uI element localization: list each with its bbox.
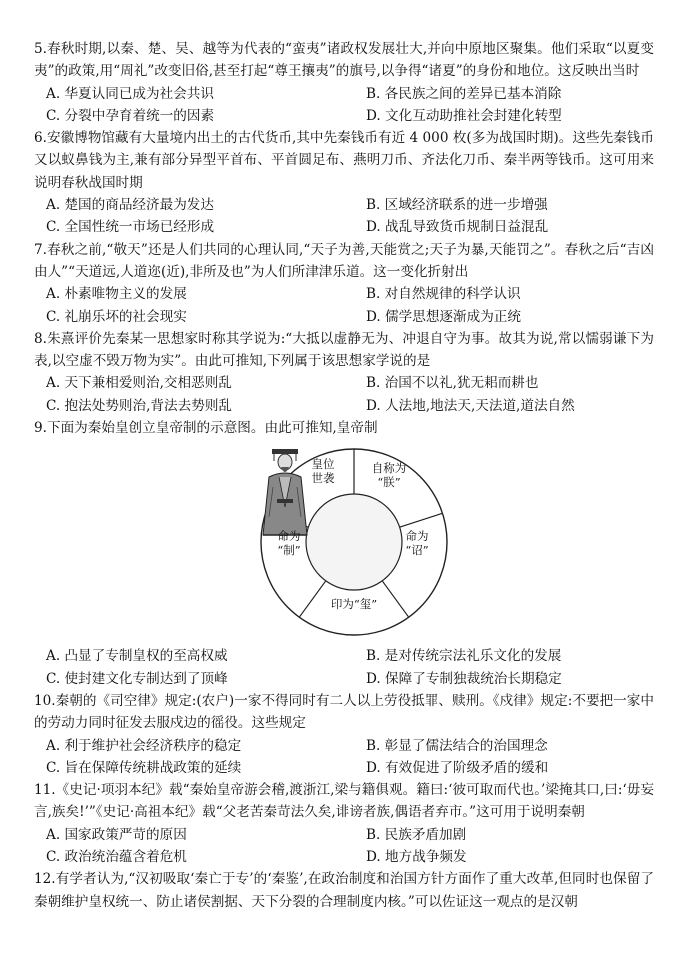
option-a: A. 利于维护社会经济秩序的稳定 <box>46 737 242 754</box>
question-stem: 11.《史记·项羽本纪》载“秦始皇帝游会稽,渡浙江,梁与籍俱观。籍曰:‘彼可取而代也。’梁掩其口,曰:‘毋妄言,族矣!’”《史记·高祖本纪》载“父老苦秦苛法久矣,诽谤者族,偶语者弃市。”这可用于说明秦朝 <box>34 782 654 821</box>
options <box>46 824 654 869</box>
question-stem: 7.春秋之前,“敬天”还是人们共同的心理认同,“天子为善,天能赏之;天子为暴,天能罚之”。春秋之后“吉凶由人”“天道远,人道迩(近),非所及也”为人们所津津乐道。这一变化折射出 <box>34 241 654 280</box>
option-b: B. 治国不以礼,犹无耜而耕也 <box>366 375 539 392</box>
option-c: C. 分裂中孕育着统一的因素 <box>46 107 215 124</box>
question-stem: 9.下面为秦始皇创立皇帝制的示意图。由此可推知,皇帝制 <box>34 420 378 437</box>
label-top-left: 皇位 世袭 <box>311 457 335 486</box>
diagram-label-hereditary <box>303 457 343 485</box>
option-b: B. 彰显了儒法结合的治国理念 <box>366 737 548 754</box>
question-12 <box>34 868 654 913</box>
options <box>46 372 654 417</box>
question-7 <box>34 239 654 328</box>
question-8 <box>34 328 654 417</box>
question-stem: 8.朱熹评价先秦某一思想家时称其学说为:“大抵以虚静无为、冲退自守为事。故其为说,常以懦弱谦下为表,以空虚不毁万物为实”。由此可推知,下列属于该思想家学说的是 <box>34 330 654 370</box>
option-d: D. 儒学思想逐渐成为正统 <box>366 308 521 325</box>
option-a: A. 国家政策严苛的原因 <box>46 826 187 843</box>
options <box>46 283 654 328</box>
option-a: A. 朴素唯物主义的发展 <box>46 286 187 303</box>
option-d: D. 地方战争频发 <box>366 849 467 866</box>
exam-page <box>34 38 654 913</box>
question-5 <box>34 38 654 127</box>
option-d: D. 战乱导致货币规制日益混乱 <box>366 219 549 236</box>
option-a: A. 天下兼相爱则治,交相恶则乱 <box>46 375 232 392</box>
options <box>46 194 654 239</box>
option-b: B. 是对传统宗法礼乐文化的发展 <box>366 648 562 665</box>
label-left: 命为 “制” <box>277 529 301 558</box>
diagram-label-decree <box>269 529 309 557</box>
option-c: C. 旨在保障传统耕战政策的延续 <box>46 759 242 776</box>
question-9 <box>34 417 654 690</box>
question-stem: 6.安徽博物馆藏有大量境内出土的古代货币,其中先秦钱币有近 4 000 枚(多为战国时期)。这些先秦钱币又以蚁鼻钱为主,兼有部分异型平首布、平首圆足布、燕明刀币、齐法化刀币、秦半两等钱币。这可用来说明春秋战国时期 <box>34 130 654 191</box>
option-a: A. 楚国的商品经济最为发达 <box>46 197 214 214</box>
options <box>46 735 654 780</box>
options <box>46 645 654 690</box>
question-6 <box>34 127 654 238</box>
option-c: C. 抱法处势则治,背法去势则乱 <box>46 397 233 414</box>
diagram-label-seal <box>319 597 389 611</box>
option-b: B. 区域经济联系的进一步增强 <box>366 197 548 214</box>
option-c: C. 使封建文化专制达到了顶峰 <box>46 670 228 687</box>
option-c: C. 礼崩乐坏的社会现实 <box>46 308 187 325</box>
question-stem: 10.秦朝的《司空律》规定:(农户)一家不得同时有二人以上劳役抵罪、赎刑。《戍律》规定:不要把一家中的劳动力同时征发去服戍边的徭役。这些规定 <box>34 692 654 732</box>
options <box>46 83 654 128</box>
question-stem: 5.春秋时期,以秦、楚、吴、越等为代表的“蛮夷”诸政权发展壮大,并向中原地区聚集。他们采取“以夏变夷”的政策,用“周礼”改变旧俗,甚至打起“尊王攘夷”的旗号,以争得“诸夏”的身份和地位。这反映出当时 <box>34 41 654 80</box>
option-b: B. 民族矛盾加剧 <box>366 826 467 843</box>
diagram-label-self-title <box>369 461 409 489</box>
option-d: D. 人法地,地法天,天法道,道法自然 <box>366 397 575 414</box>
option-d: D. 有效促进了阶级矛盾的缓和 <box>366 759 549 776</box>
option-b: B. 各民族之间的差异已基本消除 <box>366 85 562 102</box>
option-a: A. 凸显了专制皇权的至高权威 <box>46 648 228 665</box>
emperor-system-diagram <box>259 447 449 637</box>
label-top-right: 自称为 “朕” <box>371 461 407 490</box>
option-b: B. 对自然规律的科学认识 <box>366 286 521 303</box>
option-d: D. 保障了专制独裁统治长期稳定 <box>366 670 562 687</box>
question-11 <box>34 779 654 868</box>
option-a: A. 华夏认同已成为社会共识 <box>46 85 214 102</box>
option-c: C. 政治统治蕴含着危机 <box>46 849 187 866</box>
diagram-label-edict <box>397 529 437 557</box>
question-stem: 12.有学者认为,“汉初吸取‘秦亡于专’的‘秦鉴’,在政治制度和治国方针方面作了重大改革,但同时也保留了秦朝维护皇权统一、防止诸侯割据、天下分裂的合理制度内核。”可以佐证这一观点的是汉朝 <box>34 871 654 910</box>
option-c: C. 全国性统一市场已经形成 <box>46 219 215 236</box>
question-10 <box>34 690 654 779</box>
label-bottom: 印为“玺” <box>330 597 378 612</box>
option-d: D. 文化互动助推社会封建化转型 <box>366 107 562 124</box>
label-right: 命为 “诏” <box>405 529 429 558</box>
